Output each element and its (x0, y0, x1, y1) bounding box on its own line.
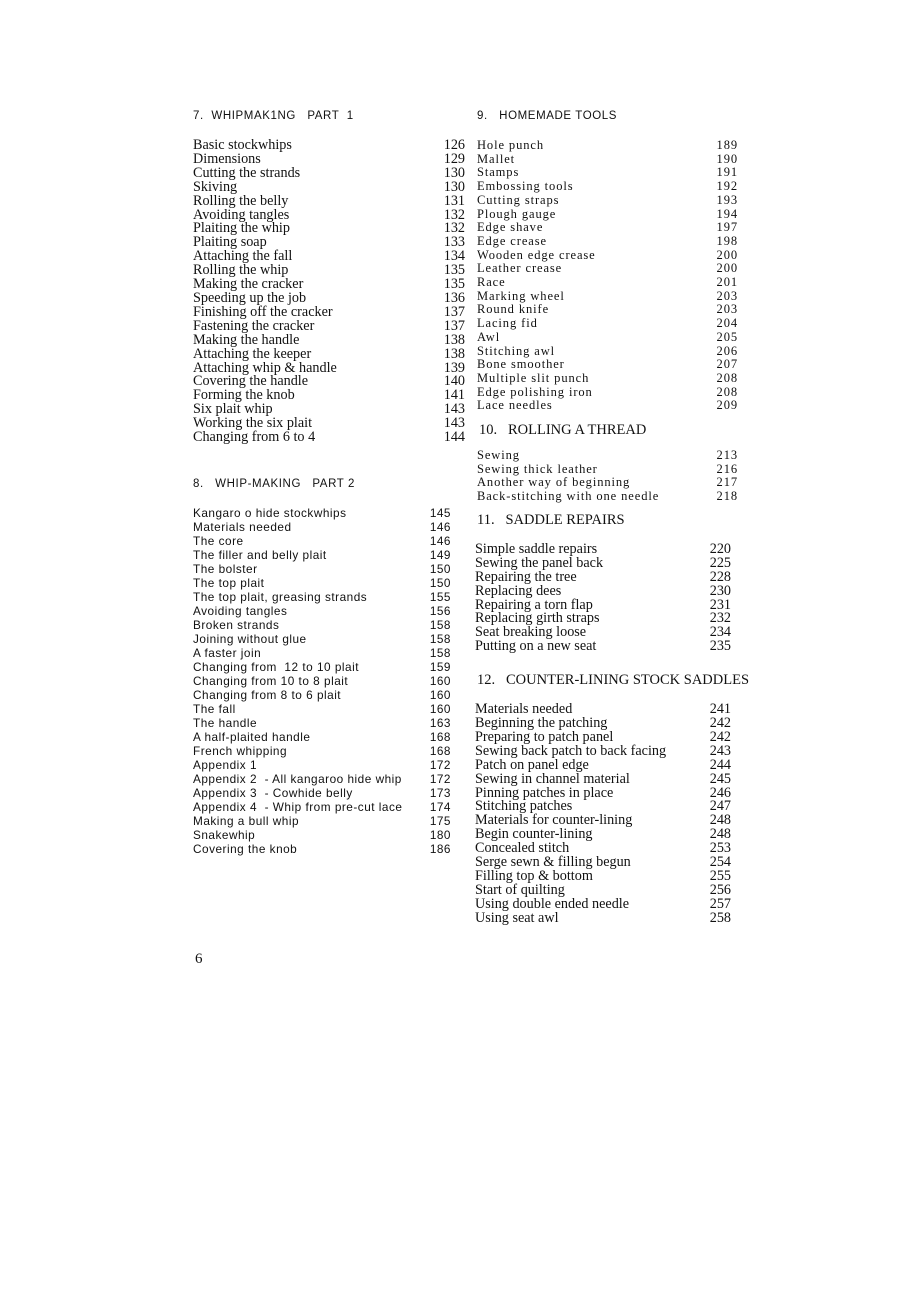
toc-entry-page: 194 (716, 206, 738, 221)
toc-entry (477, 221, 738, 235)
toc-entry (477, 235, 738, 249)
toc-entry-page: 190 (716, 151, 738, 166)
toc-entry-page: 160 (429, 673, 451, 688)
toc-entry-title: Fastening the cracker (193, 317, 315, 334)
toc-entry-title: Materials needed (193, 519, 292, 534)
toc-entry-title: Materials needed (475, 701, 573, 718)
toc-entry-title: Repairing the tree (475, 568, 577, 585)
toc-entry (193, 702, 451, 716)
toc-entry-title: Covering the handle (193, 373, 309, 390)
toc-entry-title: The handle (193, 715, 258, 730)
toc-entry-page: 257 (709, 895, 731, 912)
toc-entry-title: Repairing a torn flap (475, 596, 593, 613)
toc-entry-title: Embossing tools (477, 179, 574, 194)
toc-entry-page: 133 (443, 234, 465, 251)
toc-entry (477, 386, 738, 400)
toc-entry-page: 156 (429, 603, 451, 618)
toc-entry-page: 200 (716, 247, 738, 262)
toc-entry-page: 230 (709, 582, 731, 599)
toc-entry-page: 135 (443, 262, 465, 279)
toc-entry (193, 758, 451, 772)
toc-entry-page: 132 (443, 206, 465, 223)
toc-entry-page: 244 (709, 756, 731, 773)
toc-entry-title: Stitching patches (475, 798, 573, 815)
toc-entry-title: Using double ended needle (475, 895, 630, 912)
toc-entry-page: 206 (716, 343, 738, 358)
toc-entry-title: Pinning patches in place (475, 784, 614, 801)
toc-entry-title: Plaiting soap (193, 234, 267, 251)
toc-entry (477, 345, 738, 359)
toc-entry (193, 814, 451, 828)
toc-entry-page: 241 (709, 701, 731, 718)
toc-entry (475, 909, 731, 926)
toc-entry-title: Marking wheel (477, 288, 565, 303)
toc-entry (193, 800, 451, 814)
toc-entry-page: 137 (443, 317, 465, 334)
toc-entry-title: Edge polishing iron (477, 384, 593, 399)
toc-entry-title: The core (193, 533, 244, 548)
toc-entry-page: 146 (429, 533, 451, 548)
toc-entry-title: French whipping (193, 743, 288, 758)
toc-entry (193, 562, 451, 576)
section-heading: 10. ROLLING A THREAD (479, 422, 647, 439)
toc-entry-title: Plaiting the whip (193, 220, 290, 237)
toc-entry-page: 130 (443, 178, 465, 195)
toc-entry-title: Start of quilting (475, 881, 565, 898)
toc-entry-title: Changing from 10 to 8 plait (193, 673, 349, 688)
toc-entry (477, 276, 738, 290)
toc-list (477, 139, 738, 413)
toc-entry-page: 138 (443, 331, 465, 348)
toc-entry-page: 143 (443, 415, 465, 432)
toc-entry (193, 576, 451, 590)
toc-entry (193, 716, 451, 730)
toc-entry-page: 200 (716, 261, 738, 276)
toc-entry-title: A half-plaited handle (193, 729, 311, 744)
toc-entry-title: Six plait whip (193, 401, 273, 418)
toc-entry-title: Begin counter-lining (475, 826, 593, 843)
toc-entry-page: 242 (709, 715, 731, 732)
toc-entry (477, 358, 738, 372)
toc-entry (193, 548, 451, 562)
toc-entry-title: Joining without glue (193, 631, 307, 646)
toc-entry-page: 245 (709, 770, 731, 787)
toc-list (475, 703, 731, 926)
toc-entry-title: Making a bull whip (193, 813, 300, 828)
toc-entry-title: Attaching whip & handle (193, 359, 337, 376)
toc-entry-page: 201 (716, 275, 738, 290)
toc-entry (193, 730, 451, 744)
toc-entry-page: 207 (716, 357, 738, 372)
toc-entry-page: 158 (429, 631, 451, 646)
toc-entry-page: 168 (429, 743, 451, 758)
toc-list (193, 139, 465, 445)
toc-entry-title: Edge shave (477, 220, 544, 235)
toc-entry-title: Round knife (477, 302, 550, 317)
toc-entry-title: Simple saddle repairs (475, 540, 598, 557)
toc-entry-title: Appendix 3 - Cowhide belly (193, 785, 353, 800)
toc-entry-title: Attaching the keeper (193, 345, 312, 362)
toc-entry-page: 209 (716, 398, 738, 413)
toc-entry-page: 191 (716, 165, 738, 180)
left-column (193, 110, 465, 856)
toc-entry-page: 248 (709, 826, 731, 843)
toc-entry-title: Changing from 6 to 4 (193, 429, 316, 446)
toc-entry-title: Race (477, 275, 506, 290)
toc-entry (477, 463, 738, 477)
toc-entry-title: Dimensions (193, 150, 261, 167)
toc-entry-page: 136 (443, 289, 465, 306)
toc-entry-page: 232 (709, 610, 731, 627)
section-heading: 7. WHIPMAK1NG PART 1 (193, 110, 354, 122)
toc-entry-title: Making the cracker (193, 276, 304, 293)
toc-entry (193, 646, 451, 660)
toc-entry (477, 476, 738, 490)
toc-entry-title: Finishing off the cracker (193, 303, 333, 320)
toc-entry-title: Cutting the strands (193, 164, 301, 181)
toc-entry-title: Basic stockwhips (193, 137, 292, 153)
toc-entry-title: Putting on a new seat (475, 638, 597, 655)
toc-entry-page: 158 (429, 645, 451, 660)
toc-entry (193, 786, 451, 800)
toc-entry-title: Making the handle (193, 331, 300, 348)
toc-entry-page: 160 (429, 701, 451, 716)
toc-entry-title: Beginning the patching (475, 715, 608, 732)
toc-entry (477, 399, 738, 413)
toc-entry-page: 213 (716, 448, 738, 463)
toc-entry-page: 146 (429, 519, 451, 534)
right-column (474, 110, 750, 926)
toc-entry-page: 180 (429, 827, 451, 842)
toc-entry-page: 208 (716, 370, 738, 385)
toc-entry-page: 135 (443, 276, 465, 293)
toc-entry-page: 247 (709, 798, 731, 815)
toc-entry-title: Kangaro o hide stockwhips (193, 505, 347, 520)
toc-entry-page: 218 (716, 489, 738, 504)
toc-entry-title: Rolling the whip (193, 262, 289, 279)
toc-entry-page: 138 (443, 345, 465, 362)
toc-entry-page: 175 (429, 813, 451, 828)
toc-entry (193, 828, 451, 842)
toc-entry-title: Appendix 4 - Whip from pre-cut lace (193, 799, 403, 814)
toc-entry (477, 372, 738, 386)
toc-entry (477, 490, 738, 504)
toc-entry-title: Covering the knob (193, 841, 298, 856)
toc-entry-page: 132 (443, 220, 465, 237)
toc-entry (193, 604, 451, 618)
toc-entry-title: Seat breaking loose (475, 624, 587, 641)
toc-entry (477, 262, 738, 276)
toc-entry-title: Multiple slit punch (477, 370, 590, 385)
toc-entry-title: Leather crease (477, 261, 563, 276)
toc-entry-title: Stamps (477, 165, 520, 180)
toc-entry-title: Snakewhip (193, 827, 256, 842)
toc-entry (193, 842, 451, 856)
toc-entry-page: 234 (709, 624, 731, 641)
toc-entry-page: 173 (429, 785, 451, 800)
toc-entry-title: Sewing the panel back (475, 554, 604, 571)
toc-entry-title: Cutting straps (477, 192, 560, 207)
toc-entry-page: 137 (443, 303, 465, 320)
toc-entry-title: Appendix 2 - All kangaroo hide whip (193, 771, 402, 786)
toc-entry-title: Sewing in channel material (475, 770, 630, 787)
toc-entry-title: The top plait, greasing strands (193, 589, 368, 604)
toc-entry-title: Hole punch (477, 138, 544, 152)
toc-entry-page: 150 (429, 575, 451, 590)
toc-list (475, 540, 731, 655)
toc-entry-title: Back-stitching with one needle (477, 489, 660, 504)
toc-entry-title: Appendix 1 (193, 757, 258, 772)
toc-entry-page: 134 (443, 248, 465, 265)
toc-entry-title: Working the six plait (193, 415, 313, 432)
toc-entry-page: 189 (716, 138, 738, 152)
toc-entry-title: Changing from 12 to 10 plait (193, 659, 359, 674)
toc-entry-title: Serge sewn & filling begun (475, 854, 631, 871)
toc-entry-page: 193 (716, 192, 738, 207)
toc-entry (193, 534, 451, 548)
toc-entry-page: 235 (709, 638, 731, 655)
toc-entry (193, 688, 451, 702)
toc-entry (193, 506, 451, 520)
toc-entry-title: Patch on panel edge (475, 756, 589, 773)
toc-entry (193, 520, 451, 534)
toc-entry-title: Edge crease (477, 233, 547, 248)
toc-entry (193, 618, 451, 632)
toc-entry-title: Skiving (193, 178, 238, 195)
page-number: 6 (195, 951, 203, 967)
toc-entry-title: Stitching awl (477, 343, 556, 358)
toc-entry (193, 431, 465, 445)
toc-entry-title: Avoiding tangles (193, 206, 290, 223)
toc-entry (193, 590, 451, 604)
toc-entry-title: Materials for counter-lining (475, 812, 633, 829)
toc-entry (193, 674, 451, 688)
toc-entry-page: 131 (443, 192, 465, 209)
toc-entry-page: 129 (443, 150, 465, 167)
toc-entry-page: 186 (429, 841, 451, 856)
toc-entry (477, 153, 738, 167)
toc-entry-page: 141 (443, 387, 465, 404)
toc-entry-page: 208 (716, 384, 738, 399)
toc-entry-page: 130 (443, 164, 465, 181)
toc-entry-title: Speeding up the job (193, 289, 307, 306)
toc-entry-page: 149 (429, 547, 451, 562)
section-heading: 12. COUNTER-LINING STOCK SADDLES (477, 672, 750, 689)
toc-entry-page: 256 (709, 881, 731, 898)
toc-entry-page: 203 (716, 302, 738, 317)
toc-entry (477, 249, 738, 263)
toc-entry-title: Bone smoother (477, 357, 565, 372)
toc-entry-page: 220 (709, 540, 731, 557)
toc-entry (477, 180, 738, 194)
toc-entry (193, 632, 451, 646)
toc-entry-page: 228 (709, 568, 731, 585)
toc-entry-page: 172 (429, 757, 451, 772)
toc-entry-page: 203 (716, 288, 738, 303)
toc-entry-page: 225 (709, 554, 731, 571)
toc-entry-title: Plough gauge (477, 206, 557, 221)
toc-entry-title: Changing from 8 to 6 plait (193, 687, 342, 702)
toc-entry (193, 660, 451, 674)
toc-entry-page: 168 (429, 729, 451, 744)
toc-entry-title: Concealed stitch (475, 840, 570, 857)
toc-entry-page: 140 (443, 373, 465, 390)
toc-entry-title: A faster join (193, 645, 262, 660)
toc-entry-title: Filling top & bottom (475, 868, 593, 884)
toc-entry-title: Replacing girth straps (475, 610, 600, 627)
toc-entry-page: 192 (716, 179, 738, 194)
toc-list (477, 449, 738, 504)
toc-entry-page: 155 (429, 589, 451, 604)
toc-entry-page: 174 (429, 799, 451, 814)
toc-entry-title: The bolster (193, 561, 258, 576)
toc-entry-page: 216 (716, 461, 738, 476)
toc-entry (475, 640, 731, 654)
toc-entry (477, 290, 738, 304)
section-heading: 8. WHIP-MAKING PART 2 (193, 477, 355, 490)
toc-entry-title: Sewing back patch to back facing (475, 742, 667, 759)
toc-entry-page: 242 (709, 728, 731, 745)
toc-entry-page: 254 (709, 854, 731, 871)
section-heading: 11. SADDLE REPAIRS (477, 511, 625, 528)
toc-entry-title: Mallet (477, 151, 516, 166)
toc-entry-page: 253 (709, 840, 731, 857)
toc-entry-title: The filler and belly plait (193, 547, 327, 562)
toc-entry-title: Broken strands (193, 617, 280, 632)
toc-entry-page: 204 (716, 316, 738, 331)
toc-entry (477, 194, 738, 208)
toc-entry-page: 258 (709, 909, 731, 926)
toc-entry-page: 246 (709, 784, 731, 801)
toc-entry-title: Attaching the fall (193, 248, 293, 265)
toc-entry-page: 197 (716, 220, 738, 235)
toc-entry-title: Wooden edge crease (477, 247, 596, 262)
toc-entry-page: 159 (429, 659, 451, 674)
toc-entry-title: Another way of beginning (477, 475, 631, 490)
toc-entry (193, 772, 451, 786)
section-heading: 9. HOMEMADE TOOLS (477, 110, 618, 122)
toc-entry (477, 139, 738, 153)
toc-entry-title: The fall (193, 701, 236, 716)
toc-entry-title: Rolling the belly (193, 192, 289, 209)
toc-entry-title: The top plait (193, 575, 265, 590)
toc-entry-page: 163 (429, 715, 451, 730)
toc-entry-title: Lace needles (477, 398, 553, 413)
toc-entry-page: 172 (429, 771, 451, 786)
toc-entry (477, 208, 738, 222)
toc-entry-title: Avoiding tangles (193, 603, 288, 618)
toc-entry-page: 160 (429, 687, 451, 702)
toc-entry (477, 331, 738, 345)
toc-entry (477, 166, 738, 180)
toc-entry-page: 126 (443, 137, 465, 153)
toc-entry-page: 217 (716, 475, 738, 490)
toc-entry-page: 145 (429, 505, 451, 520)
toc-entry (193, 744, 451, 758)
toc-entry-page: 198 (716, 233, 738, 248)
toc-entry-page: 243 (709, 742, 731, 759)
toc-list (193, 506, 451, 856)
toc-entry-page: 205 (716, 329, 738, 344)
toc-entry (477, 317, 738, 331)
toc-entry-page: 255 (709, 868, 731, 884)
toc-entry-title: Lacing fid (477, 316, 538, 331)
toc-entry-title: Sewing (477, 448, 520, 463)
toc-entry-page: 143 (443, 401, 465, 418)
toc-entry-page: 150 (429, 561, 451, 576)
toc-entry-page: 248 (709, 812, 731, 829)
toc-entry-title: Sewing thick leather (477, 461, 598, 476)
toc-entry-title: Preparing to patch panel (475, 728, 614, 745)
toc-entry (477, 303, 738, 317)
toc-entry-title: Using seat awl (475, 909, 559, 926)
toc-entry-title: Awl (477, 329, 501, 344)
toc-entry-title: Replacing dees (475, 582, 562, 599)
toc-entry-page: 139 (443, 359, 465, 376)
toc-entry (477, 449, 738, 463)
toc-entry-title: Forming the knob (193, 387, 295, 404)
toc-entry-page: 144 (443, 429, 465, 446)
toc-entry-page: 231 (709, 596, 731, 613)
toc-entry-page: 158 (429, 617, 451, 632)
